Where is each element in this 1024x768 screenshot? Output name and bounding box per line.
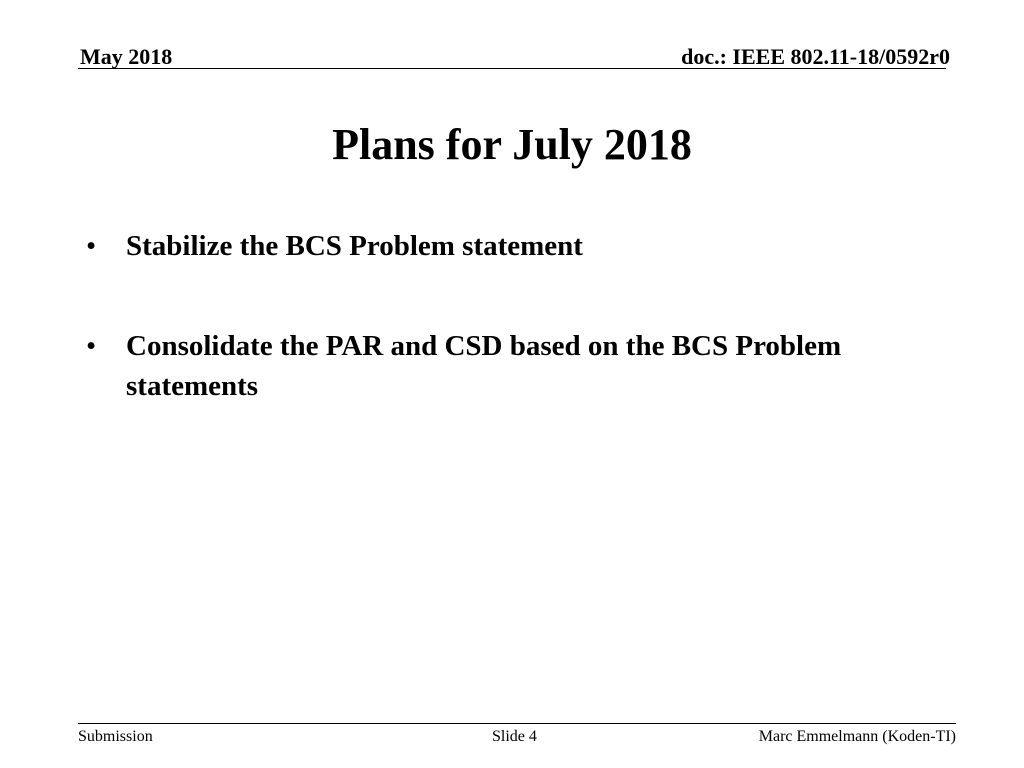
- footer-submission: Submission: [78, 728, 153, 745]
- bullet-text: Stabilize the BCS Problem statement: [126, 230, 583, 262]
- bullet-marker: •: [86, 330, 97, 362]
- header-document-id: doc.: IEEE 802.11-18/0592r0: [681, 44, 950, 69]
- footer-author: Marc Emmelmann (Koden-TI): [758, 728, 956, 745]
- footer-slide-number: Slide 4: [492, 728, 537, 745]
- bullet-marker: •: [86, 230, 97, 262]
- header-date: May 2018: [80, 44, 173, 69]
- slide-title: Plans for July 2018: [332, 120, 692, 169]
- bullet-text: Consolidate the PAR and CSD based on the BCS Problem statements: [126, 330, 842, 402]
- header-divider: [78, 68, 946, 69]
- bullet-list: [84, 226, 904, 466]
- bullet-item: [84, 326, 904, 406]
- footer-divider: [78, 723, 956, 724]
- bullet-item: [84, 226, 904, 266]
